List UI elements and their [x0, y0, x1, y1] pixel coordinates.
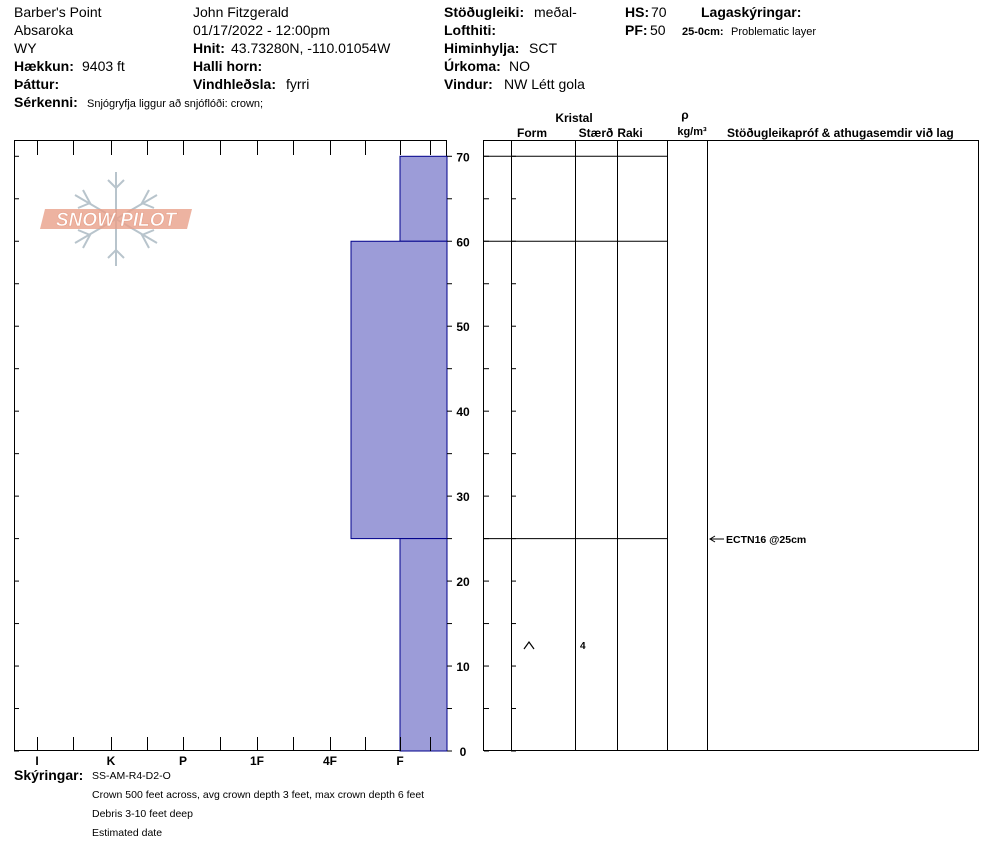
- hardness-tick-label: F: [396, 754, 404, 768]
- wind-value: NW Létt gola: [504, 76, 585, 92]
- y-tick-label: 30: [456, 490, 470, 505]
- coords-label: Hnit:: [193, 40, 225, 56]
- y-tick-label: 60: [456, 235, 470, 250]
- stability-test-marker: [710, 534, 806, 546]
- y-tick-label: 0: [459, 745, 467, 759]
- obs-datetime: 01/17/2022 - 12:00pm: [193, 22, 330, 38]
- hardness-layers: [351, 156, 447, 751]
- elevation-label: Hækkun:: [14, 58, 74, 74]
- comment-line-1: SS-AM-R4-D2-O: [92, 770, 171, 782]
- stability-label: Stöðugleiki:: [444, 4, 525, 20]
- y-tick-label: 40: [456, 405, 470, 420]
- crystal-header: Kristal: [555, 111, 593, 125]
- crystal-form-symbol: [524, 642, 534, 649]
- test-annotation: ECTN16 @25cm: [726, 534, 807, 546]
- range-name: Absaroka: [14, 22, 74, 38]
- comment-line-4: Estimated date: [92, 827, 163, 839]
- y-tick-label: 20: [456, 575, 470, 590]
- layer-note-text: Problematic layer: [731, 26, 816, 38]
- rho-header: ρ: [681, 108, 689, 122]
- sky-label: Himinhylja:: [444, 40, 520, 56]
- hardness-tick-label: 1F: [249, 754, 265, 768]
- hardness-tick-label: P: [178, 754, 188, 768]
- hs-label: HS:: [625, 4, 650, 20]
- aspect-label: Þáttur:: [14, 76, 60, 92]
- moisture-header: Raki: [617, 126, 643, 140]
- location-name: Barber's Point: [14, 4, 102, 20]
- hardness-layer-1: [400, 156, 447, 241]
- comment-line-2: Crown 500 feet across, avg crown depth 3 feet, max crown depth 6 feet: [92, 789, 425, 801]
- size-header: Stærð: [578, 126, 614, 140]
- form-header: Form: [517, 126, 547, 140]
- air-temp-label: Lofthiti:: [444, 22, 497, 38]
- coords-value: 43.73280N, -110.01054W: [231, 40, 391, 56]
- hardness-tick-label: I: [35, 754, 39, 768]
- wind-label: Vindur:: [444, 76, 493, 92]
- pf-label: PF:: [625, 22, 648, 38]
- layer-note-range: 25-0cm:: [682, 26, 724, 38]
- special-value: Snjógryfja liggur að snjóflóði: crown;: [87, 98, 264, 110]
- snowpilot-logo: [40, 172, 192, 266]
- wind-loading-label: Vindhleðsla:: [193, 76, 276, 92]
- y-tick-label: 50: [456, 320, 470, 335]
- stability-notes-header: Stöðugleikapróf & athugasemdir við lag: [727, 126, 954, 140]
- precip-label: Úrkoma:: [444, 58, 501, 74]
- slope-label: Halli horn:: [193, 58, 263, 74]
- comments-label: Skýringar:: [14, 767, 84, 783]
- observer-name: John Fitzgerald: [193, 4, 289, 20]
- crystal-size-value: 4: [580, 641, 586, 652]
- logo-text: SNOW PILOT: [55, 210, 177, 231]
- y-tick-label: 10: [456, 660, 470, 675]
- special-label: Sérkenni:: [14, 94, 78, 110]
- wind-loading-value: fyrri: [286, 76, 310, 92]
- layer-table-frame: [484, 141, 979, 751]
- density-unit-header: kg/m³: [677, 126, 707, 138]
- stability-value: meðal-: [534, 4, 577, 20]
- hs-value: 70: [651, 4, 667, 20]
- pf-value: 50: [650, 22, 666, 38]
- hardness-tick-label: 4F: [322, 754, 338, 768]
- y-tick-label: 70: [456, 150, 470, 165]
- state-name: WY: [14, 40, 37, 56]
- hardness-layer-2: [351, 241, 447, 538]
- hardness-layer-3: [400, 539, 447, 751]
- precip-value: NO: [509, 58, 530, 74]
- comment-line-3: Debris 3-10 feet deep: [92, 808, 193, 820]
- sky-value: SCT: [529, 40, 557, 56]
- hardness-tick-label: K: [106, 754, 116, 768]
- elevation-value: 9403 ft: [82, 58, 125, 74]
- layer-notes-label: Lagaskýringar:: [701, 4, 802, 20]
